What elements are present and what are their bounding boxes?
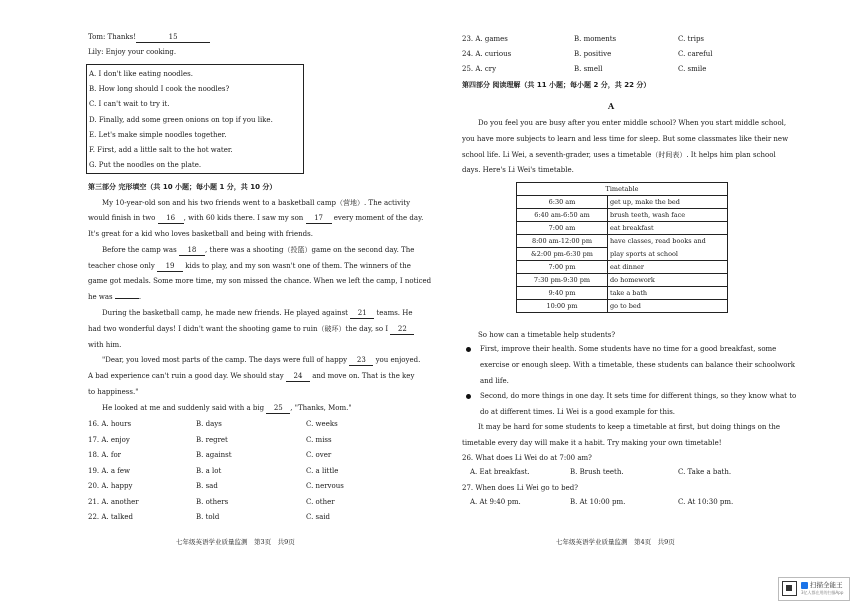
blank-19: 19 [157, 262, 183, 272]
dialog-tom-text: Tom: Thanks! [88, 33, 137, 41]
intro-line: days. Here's Li Wei's timetable. [462, 166, 574, 174]
blank-20 [115, 298, 139, 299]
blank-22: 22 [390, 325, 414, 335]
table-row [517, 274, 728, 287]
options-box [86, 64, 304, 174]
closing-line: It may be hard for some students to keep a timetable at first, but doing things on the [478, 423, 781, 431]
time-cell: 7:00 am [517, 222, 608, 235]
cloze-text: every moment of the day. [333, 214, 424, 222]
section4-title: 第四部分 阅读理解（共 11 小题；每小题 2 分，共 22 分） [462, 81, 651, 89]
question-27: 27. When does Li Wei go to bed? [462, 484, 578, 492]
time-cell: 10:00 pm [517, 300, 608, 313]
choice-a: 22. A. talked [88, 513, 133, 521]
cloze-text: and move on. That is the key [312, 372, 415, 380]
dialog-lily: Lily: Enjoy your cooking. [88, 48, 177, 56]
time-cell: 7:30 pm-9:30 pm [517, 274, 608, 287]
choice-a: 18. A. for [88, 451, 122, 459]
cloze-line [88, 262, 411, 272]
bullet1-line: and life. [480, 377, 509, 385]
bullet2-line: Second, do more things in one day. It sets time for different things, so they know what to [480, 392, 797, 400]
choice-a: 16. A. hours [88, 420, 132, 428]
blank-24: 24 [286, 372, 310, 382]
choice-b: B. smell [574, 65, 603, 73]
choice-b: B. sad [196, 482, 218, 490]
blank-16: 16 [158, 214, 184, 224]
cloze-text: kids to play, and my son wasn't one of them. The winners of the [185, 262, 411, 270]
activity-cell: eat dinner [608, 261, 728, 274]
intro-line: you have more subjects to learn and less time for sleep. But some classmates like their new [462, 135, 789, 143]
scanner-watermark [778, 577, 850, 601]
cloze-text: He looked at me and suddenly said with a big [102, 404, 265, 412]
table-row [517, 287, 728, 300]
option-f: F. First, add a little salt to the hot water. [89, 146, 233, 154]
cloze-line [102, 404, 352, 414]
option-b: B. How long should I cook the noodles? [89, 85, 230, 93]
activity-cell: go to bed [608, 300, 728, 313]
choice-b: B. against [196, 451, 232, 459]
choice-b: B. regret [196, 436, 228, 444]
activity-cell: eat breakfast [608, 222, 728, 235]
page-footer: 七年级英语学业质量监测 第3页 共9页 [176, 538, 295, 546]
blank-25: 25 [266, 404, 290, 414]
q26-option-b: B. Brush teeth. [570, 468, 624, 476]
activity-cell: brush teeth, wash face [608, 209, 728, 222]
bullet1-line: exercise or enough sleep. With a timetable, these students can balance their schoolwork [480, 361, 796, 369]
cloze-text: , "Thanks, Mom." [290, 404, 352, 412]
activity-cell: get up, make the bed [608, 196, 728, 209]
cloze-text: , with 60 kids there. I saw my son [183, 214, 304, 222]
cloze-text: During the basketball camp, he made new friends. He played against [102, 309, 348, 317]
activity-cell: take a bath [608, 287, 728, 300]
cloze-text: Before the camp was [102, 246, 177, 254]
cloze-text: teacher chose only [88, 262, 155, 270]
option-c: C. I can't wait to try it. [89, 100, 170, 108]
q27-option-c: C. At 10:30 pm. [678, 498, 734, 506]
time-cell: 9:40 pm [517, 287, 608, 300]
cloze-line: he was . [88, 293, 142, 301]
choice-c: C. trips [678, 35, 705, 43]
dialog-tom [88, 33, 210, 43]
table-row [517, 235, 728, 248]
cloze-line: It's great for a kid who loves basketball and being with friends. [88, 230, 313, 238]
table-row [517, 261, 728, 274]
q26-option-a: A. Eat breakfast. [470, 468, 530, 476]
cloze-line [88, 325, 414, 335]
page-footer: 七年级英语学业质量监测 第4页 共9页 [556, 538, 675, 546]
choice-a: 23. A. games [462, 35, 508, 43]
choice-b: B. a lot [196, 467, 222, 475]
blank-15: 15 [136, 33, 210, 43]
timetable-title: Timetable [517, 183, 728, 196]
cloze-line: to happiness." [88, 388, 139, 396]
app-logo-icon [801, 582, 808, 589]
cloze-line [102, 309, 413, 319]
time-cell: 7:00 pm [517, 261, 608, 274]
section3-title: 第三部分 完形填空（共 10 小题；每小题 1 分，共 10 分） [88, 183, 277, 191]
table-row [517, 248, 728, 261]
bullet-icon [466, 394, 471, 399]
option-e: E. Let's make simple noodles together. [89, 131, 227, 139]
choice-b: B. positive [574, 50, 612, 58]
intro-line: school life. Li Wei, a seventh-grader, uses a timetable（时间表）. It helps him plan school [462, 151, 776, 159]
table-row [517, 209, 728, 222]
cloze-line: with him. [88, 341, 122, 349]
bullet-icon [466, 347, 471, 352]
choice-c: C. weeks [306, 420, 338, 428]
intro-line: Do you feel you are busy after you enter middle school? When you start middle school, [478, 119, 787, 127]
cloze-text: teams. He [376, 309, 413, 317]
cloze-text: you enjoyed. [375, 356, 421, 364]
cloze-text: A bad experience can't ruin a good day. We should stay [88, 372, 284, 380]
time-cell: 8:00 am-12:00 pm [517, 235, 608, 248]
cloze-line: game got medals. Some more time, my son missed the chance. When we left the camp, I noticed [88, 277, 432, 285]
q26-option-c: C. Take a bath. [678, 468, 732, 476]
choice-a: 25. A. cry [462, 65, 497, 73]
blank-21: 21 [350, 309, 374, 319]
cloze-text: he was [88, 293, 113, 301]
choice-b: B. others [196, 498, 229, 506]
choice-a: 19. A. a few [88, 467, 130, 475]
table-row [517, 300, 728, 313]
choice-b: B. days [196, 420, 222, 428]
choice-a: 24. A. curious [462, 50, 512, 58]
cloze-line: My 10-year-old son and his two friends went to a basketball camp（营地）. The activity [102, 199, 411, 207]
cloze-line [102, 356, 420, 366]
cloze-text: "Dear, you loved most parts of the camp. The days were full of happy [102, 356, 348, 364]
bullet1-line: First, improve their health. Some students have no time for a good breakfast, some [480, 345, 777, 353]
watermark-title [801, 581, 843, 589]
blank-17: 17 [306, 214, 332, 224]
cloze-line [88, 372, 414, 382]
activity-cell: have classes, read books and [608, 235, 728, 248]
cloze-text: had two wonderful days! I didn't want the shooting game to ruin（破坏）the day, so I [88, 325, 389, 333]
choice-c: C. a little [306, 467, 339, 475]
blank-18: 18 [179, 246, 205, 256]
table-row [517, 222, 728, 235]
time-cell: 6:30 am [517, 196, 608, 209]
option-a: A. I don't like eating noodles. [89, 70, 193, 78]
qr-code-icon [782, 581, 797, 596]
q27-option-b: B. At 10:00 pm. [570, 498, 626, 506]
blank-23: 23 [349, 356, 373, 366]
table-row [517, 196, 728, 209]
choice-c: C. said [306, 513, 331, 521]
choice-c: C. other [306, 498, 335, 506]
closing-line: timetable every day will make it a habit. Try making your own timetable! [462, 439, 722, 447]
choice-c: C. careful [678, 50, 713, 58]
cloze-line [102, 246, 414, 256]
option-d: D. Finally, add some green onions on top if you like. [89, 116, 273, 124]
question-26: 26. What does Li Wei do at 7:00 am? [462, 454, 592, 462]
cloze-text: would finish in two [88, 214, 156, 222]
choice-a: 21. A. another [88, 498, 139, 506]
option-g: G. Put the noodles on the plate. [89, 161, 202, 169]
q27-option-a: A. At 9:40 pm. [470, 498, 521, 506]
timetable [516, 182, 728, 313]
time-cell: &2:00 pm-6:30 pm [517, 248, 608, 261]
bullet2-line: do at different times. Li Wei is a good example for this. [480, 408, 676, 416]
watermark-title-text: 扫描全能王 [810, 581, 843, 589]
choice-a: 20. A. happy [88, 482, 133, 490]
choice-c: C. smile [678, 65, 707, 73]
question-line: So how can a timetable help students? [478, 331, 616, 339]
activity-cell: do homework [608, 274, 728, 287]
time-cell: 6:40 am-6:50 am [517, 209, 608, 222]
cloze-text: , there was a shooting（投篮）game on the second day. The [204, 246, 415, 254]
choice-c: C. miss [306, 436, 332, 444]
activity-cell: play sports at school [608, 248, 728, 261]
choice-c: C. over [306, 451, 332, 459]
choice-c: C. nervous [306, 482, 344, 490]
cloze-line [88, 214, 423, 224]
choice-b: B. moments [574, 35, 617, 43]
choice-a: 17. A. enjoy [88, 436, 130, 444]
passage-label: A [608, 101, 615, 111]
watermark-subtitle: 3亿人都在用的扫描App [801, 590, 844, 595]
choice-b: B. told [196, 513, 220, 521]
